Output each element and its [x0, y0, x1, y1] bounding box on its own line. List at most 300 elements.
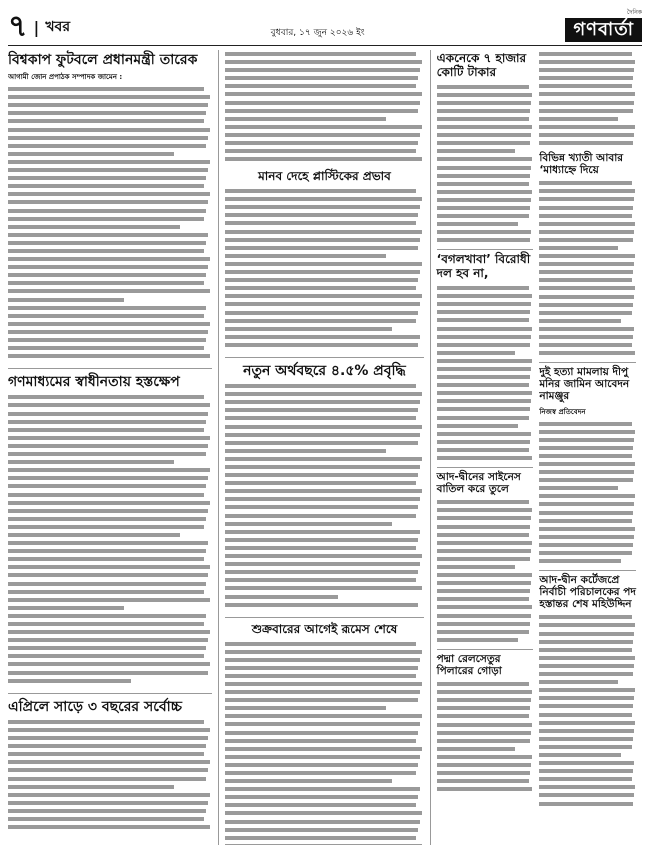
text-line [8, 418, 206, 426]
text-line [437, 712, 530, 720]
text-line [437, 422, 518, 430]
column-1 [8, 50, 219, 845]
text-line [225, 99, 419, 107]
text-line [437, 620, 531, 628]
article-various [539, 152, 636, 357]
text-line [225, 82, 415, 90]
text-line [539, 228, 634, 236]
text-line [225, 745, 421, 753]
text-line [225, 656, 419, 664]
text-line [539, 50, 632, 58]
text-line [539, 82, 632, 90]
text-line [539, 204, 633, 212]
text-line [437, 172, 531, 180]
headline: গণমাধ্যমের স্বাধীনতায় হস্তক্ষেপ [8, 374, 180, 391]
text-line [8, 507, 208, 515]
text-line [8, 393, 204, 401]
article-note: নিজস্ব প্রতিবেদন [539, 407, 586, 416]
text-line [539, 325, 634, 333]
text-line [437, 333, 532, 341]
text-line [437, 83, 530, 91]
text-line [8, 352, 210, 360]
text-line [437, 531, 530, 539]
text-line [225, 601, 417, 609]
text-line [437, 571, 533, 579]
text-line [225, 228, 421, 236]
headline: ‘বগলখাবা’ বিরোধী দল হব না, [436, 252, 531, 281]
text-line [8, 207, 206, 215]
text-line [8, 174, 206, 182]
article-body [539, 613, 636, 807]
text-line [539, 341, 632, 349]
text-line [225, 203, 419, 211]
text-line [539, 460, 635, 468]
text-line [8, 775, 206, 783]
text-line [539, 638, 633, 646]
text-line [539, 476, 633, 484]
text-line [539, 179, 632, 187]
text-line [225, 66, 419, 74]
text-line [225, 487, 421, 495]
text-line [437, 579, 532, 587]
text-line [225, 503, 417, 511]
text-line [539, 333, 633, 341]
text-line [437, 300, 532, 308]
separator: | [33, 17, 40, 37]
text-line [225, 793, 417, 801]
text-line [539, 260, 634, 268]
text-line [437, 373, 531, 381]
text-line [225, 252, 386, 260]
text-line [225, 463, 419, 471]
text-line [539, 759, 634, 767]
text-line [437, 539, 533, 547]
page-number: ৭ [8, 9, 28, 44]
text-line [8, 491, 204, 499]
text-line [225, 325, 392, 333]
divider [437, 249, 534, 250]
text-line [437, 389, 533, 397]
text-line [8, 223, 180, 231]
text-line [8, 823, 210, 831]
text-line [539, 694, 634, 702]
divider [437, 467, 534, 468]
logo-name: গণবার্তা [565, 18, 642, 42]
text-line [8, 426, 204, 434]
text-line [539, 420, 632, 428]
headline: আদ-দ্বীনের সাইনেস বাতিল করে তুলে [436, 471, 521, 496]
text-line [225, 155, 421, 163]
text-line [8, 807, 206, 815]
text-line [539, 621, 635, 629]
text-line [225, 260, 421, 268]
text-line [225, 528, 419, 536]
text-line [539, 220, 635, 228]
headline: আদ-দ্বীন কর্টেজপ্রে নির্বাচী পরিচালকের পদ হস্তান্তর শেষ মহিউদ্দিন [539, 574, 636, 611]
article-body [8, 393, 212, 684]
text-line [539, 58, 635, 66]
text-line [8, 474, 208, 482]
text-line [539, 284, 635, 292]
columns [8, 50, 642, 845]
text-line [8, 166, 208, 174]
article-plastic-effect-2 [225, 168, 423, 349]
text-line [539, 719, 635, 727]
text-line [539, 90, 635, 98]
text-line [437, 785, 533, 793]
article-ecnec [437, 52, 534, 244]
text-line [437, 721, 533, 729]
text-line [437, 381, 530, 389]
text-line [225, 552, 421, 560]
text-line [539, 436, 634, 444]
text-line [539, 800, 633, 808]
text-line [437, 587, 531, 595]
text-line [8, 296, 124, 304]
text-line [225, 414, 415, 422]
text-line [539, 317, 620, 325]
text-line [225, 439, 417, 447]
article-pm-worldcup [8, 50, 212, 360]
text-line [437, 107, 531, 115]
text-line [539, 743, 632, 751]
text-line [539, 686, 635, 694]
text-line [539, 702, 633, 710]
text-line [225, 309, 417, 317]
text-line [539, 662, 634, 670]
text-line [437, 341, 531, 349]
text-line [8, 758, 210, 766]
article-body [539, 50, 636, 147]
text-line [8, 231, 208, 239]
text-line [8, 580, 206, 588]
text-line [437, 612, 532, 620]
text-line [8, 320, 210, 328]
text-line [539, 293, 634, 301]
article-growth [225, 361, 423, 609]
text-line [8, 410, 208, 418]
text-line [437, 761, 532, 769]
text-line [539, 711, 632, 719]
text-line [8, 669, 208, 677]
text-line [539, 115, 617, 123]
text-line [225, 195, 421, 203]
text-line [225, 777, 392, 785]
text-line [8, 636, 208, 644]
article-body [437, 284, 534, 462]
text-line [225, 834, 415, 842]
text-line [225, 107, 417, 115]
text-line [225, 672, 415, 680]
text-line [437, 563, 515, 571]
text-line [225, 584, 421, 592]
article-april-highest [8, 697, 212, 831]
text-line [225, 680, 421, 688]
text-line [437, 325, 533, 333]
text-line [8, 612, 206, 620]
article-body [225, 50, 423, 163]
text-line [8, 499, 210, 507]
text-line [437, 595, 530, 603]
text-line [8, 401, 210, 409]
article-dipu-moni [539, 366, 636, 565]
text-line [8, 271, 206, 279]
column-3 [431, 50, 642, 845]
text-line [539, 630, 634, 638]
text-line [539, 131, 634, 139]
text-line [225, 292, 421, 300]
text-line [437, 180, 530, 188]
text-line [8, 555, 204, 563]
text-line [437, 514, 532, 522]
text-line [437, 405, 531, 413]
text-line [8, 466, 210, 474]
text-line [225, 479, 415, 487]
headline: পদ্মা রেলসেতুর পিলারের গোড়া [436, 652, 502, 677]
text-line [539, 751, 620, 759]
text-line [8, 158, 210, 166]
article-ad-din-director [539, 574, 636, 807]
text-line [437, 220, 518, 228]
text-line [539, 468, 634, 476]
text-line [8, 799, 208, 807]
text-line [225, 761, 417, 769]
text-line [539, 309, 632, 317]
article-plastic-effect [225, 50, 423, 163]
text-line [225, 455, 421, 463]
text-line [225, 58, 421, 66]
text-line [539, 452, 632, 460]
text-line [437, 555, 531, 563]
text-line [225, 495, 419, 503]
text-line [225, 284, 415, 292]
text-line [437, 628, 530, 636]
text-line [437, 292, 533, 300]
newspaper-logo [565, 7, 642, 42]
text-line [225, 333, 419, 341]
text-line [225, 568, 417, 576]
text-line [8, 718, 204, 726]
text-line [8, 126, 210, 134]
text-line [8, 287, 210, 295]
text-line [225, 382, 415, 390]
text-line [8, 255, 210, 263]
headline: বিশ্বকাপ ফুটবলে প্রধানমন্ত্রী তারেক [8, 52, 198, 68]
byline: আগামী জোন প্রপাঠক সম্পাদক জামেন : [8, 73, 123, 82]
text-line [225, 640, 415, 648]
logo-tagline: দৈনিক [626, 9, 642, 16]
text-line [8, 247, 204, 255]
article-body [539, 420, 636, 566]
text-line [437, 164, 532, 172]
text-line [225, 712, 421, 720]
text-line [225, 123, 421, 131]
headline: একনেকে ৭ হাজার কোটি টাকার [436, 51, 527, 79]
text-line [437, 196, 532, 204]
article-body [539, 179, 636, 357]
text-line [437, 284, 530, 292]
headline: মানব দেহে প্লাস্টিকের প্রভাব [258, 169, 391, 184]
text-line [8, 620, 204, 628]
text-line [539, 268, 633, 276]
text-line [539, 484, 617, 492]
text-line [437, 446, 530, 454]
text-line [225, 276, 417, 284]
text-line [8, 279, 204, 287]
text-line [437, 316, 530, 324]
text-line [539, 74, 633, 82]
text-line [225, 74, 417, 82]
text-line [539, 613, 632, 621]
text-line [8, 182, 204, 190]
headline: শুক্রবারের আগেই রূমেস শেষে [251, 621, 398, 636]
article-body [225, 187, 423, 349]
text-line [437, 139, 531, 147]
divider [225, 357, 423, 358]
text-line [437, 745, 515, 753]
text-line [225, 809, 421, 817]
text-line [225, 300, 419, 308]
text-line [437, 123, 533, 131]
text-line [539, 492, 635, 500]
article-continuation [539, 50, 636, 147]
text-line [225, 447, 386, 455]
text-line [8, 604, 124, 612]
text-line [225, 560, 419, 568]
text-line [539, 244, 617, 252]
column-3-split [437, 50, 636, 813]
text-line [225, 512, 415, 520]
text-line [225, 244, 417, 252]
text-line [437, 228, 532, 236]
text-line [539, 525, 635, 533]
text-line [8, 239, 206, 247]
text-line [225, 341, 417, 349]
text-line [437, 91, 533, 99]
article-padma-bridge [437, 653, 534, 793]
text-line [539, 252, 635, 260]
text-line [437, 357, 533, 365]
page-header-left [8, 9, 71, 44]
text-line [437, 147, 515, 155]
text-line [225, 187, 415, 195]
text-line [437, 430, 532, 438]
text-line [437, 688, 533, 696]
column-2 [219, 50, 430, 845]
text-line [437, 729, 532, 737]
article-opposition [437, 253, 534, 462]
text-line [8, 588, 204, 596]
text-line [225, 544, 415, 552]
text-line [225, 431, 419, 439]
text-line [437, 680, 530, 688]
text-line [225, 211, 417, 219]
text-line [539, 654, 635, 662]
text-line [8, 482, 206, 490]
text-line [437, 753, 533, 761]
text-line [437, 397, 532, 405]
section-name: খবর [45, 19, 71, 35]
headline: দুই হত্যা মামলায় দীপু মনির জামিন আবেদন নামঞ্জুর [539, 366, 630, 403]
text-line [539, 107, 633, 115]
text-line [8, 596, 210, 604]
text-line [225, 115, 386, 123]
text-line [225, 398, 419, 406]
text-line [225, 664, 417, 672]
text-line [539, 123, 635, 131]
text-line [437, 99, 532, 107]
article-body [437, 680, 534, 793]
column-3a [437, 50, 534, 813]
text-line [8, 312, 204, 320]
text-line [225, 139, 417, 147]
text-line [8, 539, 208, 547]
text-line [225, 688, 419, 696]
text-line [8, 85, 204, 93]
text-line [225, 390, 421, 398]
text-line [8, 515, 206, 523]
divider [437, 649, 534, 650]
text-line [539, 139, 633, 147]
text-line [225, 753, 419, 761]
text-line [8, 628, 210, 636]
text-line [539, 775, 632, 783]
text-line [437, 204, 531, 212]
text-line [225, 785, 419, 793]
text-line [225, 769, 415, 777]
text-line [8, 450, 206, 458]
text-line [437, 506, 533, 514]
text-line [8, 563, 210, 571]
text-line [8, 328, 208, 336]
article-body [225, 382, 423, 609]
text-line [225, 131, 419, 139]
text-line [8, 766, 208, 774]
text-line [437, 498, 530, 506]
text-line [539, 646, 632, 654]
article-body [225, 640, 423, 845]
divider [539, 362, 636, 363]
text-line [437, 365, 532, 373]
text-line [8, 523, 204, 531]
text-line [225, 423, 421, 431]
text-line [225, 696, 417, 704]
text-line [225, 317, 415, 325]
text-line [8, 750, 204, 758]
text-line [539, 549, 632, 557]
article-body [437, 83, 534, 245]
text-line [539, 187, 635, 195]
text-line [539, 783, 635, 791]
article-ad-din [437, 471, 534, 644]
text-line [437, 155, 533, 163]
text-line [437, 769, 531, 777]
masthead [8, 6, 642, 46]
text-line [8, 434, 210, 442]
divider [8, 693, 212, 694]
text-line [539, 541, 633, 549]
text-line [437, 115, 530, 123]
text-line [539, 349, 635, 357]
text-line [225, 219, 415, 227]
text-line [437, 777, 530, 785]
text-line [225, 826, 417, 834]
text-line [539, 444, 633, 452]
text-line [8, 791, 210, 799]
text-line [437, 737, 531, 745]
divider [539, 570, 636, 571]
text-line [8, 660, 210, 668]
